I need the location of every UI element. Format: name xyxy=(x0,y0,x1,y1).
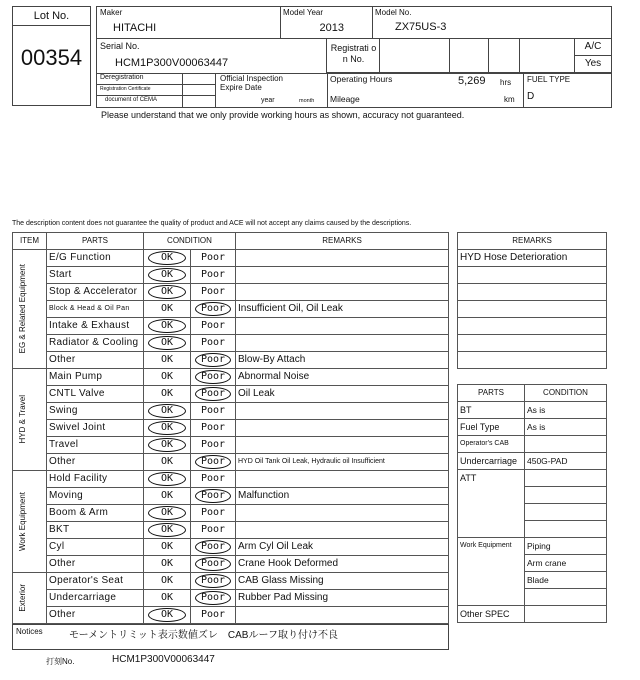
hrs-unit: hrs xyxy=(500,78,512,87)
serial-cell xyxy=(97,39,327,73)
table-row xyxy=(13,573,449,590)
poor-option xyxy=(191,573,236,590)
reg-cert-label: Registration Certificate xyxy=(100,86,151,92)
side-part-name: Fuel Type xyxy=(458,419,525,436)
table-row xyxy=(13,403,449,420)
part-name: Swing xyxy=(47,403,144,420)
registration-value-4 xyxy=(520,39,575,73)
poor-label: Poor xyxy=(200,592,226,603)
remark-cell: Arm Cyl Oil Leak xyxy=(236,539,449,556)
ok-option xyxy=(144,267,191,284)
side-part-name: Operator's CAB xyxy=(458,436,525,453)
side-remarks-row xyxy=(458,250,607,267)
table-row xyxy=(13,437,449,454)
remark-cell: Rubber Pad Missing xyxy=(236,590,449,607)
model-no-cell xyxy=(373,7,611,39)
remark-cell: Insufficient Oil, Oil Leak xyxy=(236,301,449,318)
table-row xyxy=(13,420,449,437)
part-name: Moving xyxy=(47,488,144,505)
poor-option xyxy=(191,301,236,318)
side-parts-row xyxy=(458,538,607,555)
year-label: year xyxy=(261,97,275,104)
side-remark-cell xyxy=(458,335,607,352)
poor-option xyxy=(191,488,236,505)
poor-label: Poor xyxy=(200,405,226,416)
ok-label: OK xyxy=(160,558,174,569)
table-row xyxy=(13,267,449,284)
poor-option xyxy=(191,539,236,556)
part-name: Other xyxy=(47,556,144,573)
inspection-label-2: Expire Date xyxy=(220,83,262,92)
remark-cell xyxy=(236,471,449,488)
dereg-block xyxy=(97,73,327,107)
ok-option xyxy=(144,250,191,267)
part-name: Block & Head & Oil Pan xyxy=(47,301,144,318)
side-part-name: ATT xyxy=(458,470,525,538)
side-remark-cell xyxy=(458,318,607,335)
side-remarks-row xyxy=(458,284,607,301)
part-name: Other xyxy=(47,352,144,369)
table-row xyxy=(13,590,449,607)
item-header: ITEM xyxy=(13,233,47,250)
side-part-condition xyxy=(525,589,607,606)
table-row xyxy=(13,250,449,267)
remark-cell: CAB Glass Missing xyxy=(236,573,449,590)
remark-cell xyxy=(236,267,449,284)
side-part-condition: As is xyxy=(525,419,607,436)
side-part-condition: Blade xyxy=(525,572,607,589)
poor-option xyxy=(191,284,236,301)
poor-label: Poor xyxy=(200,337,226,348)
side-remark-cell xyxy=(458,284,607,301)
ok-option xyxy=(144,454,191,471)
side-remark-cell xyxy=(458,301,607,318)
operating-hours-cell xyxy=(327,73,524,107)
part-name: Main Pump xyxy=(47,369,144,386)
maker-cell xyxy=(97,7,281,39)
stamp-label: 打刻No. xyxy=(46,657,75,666)
inspection-label-1: Official Inspection xyxy=(220,74,283,83)
km-unit: km xyxy=(504,95,515,104)
ok-label: OK xyxy=(160,439,174,450)
part-name: Other xyxy=(47,607,144,624)
serial-value: HCM1P300V00063447 xyxy=(115,57,229,69)
ok-label: OK xyxy=(160,507,174,518)
item-group-label: HYD & Travel xyxy=(18,395,27,444)
serial-label: Serial No. xyxy=(100,41,140,51)
part-name: Hold Facility xyxy=(47,471,144,488)
side-part-condition: 450G-PAD xyxy=(525,453,607,470)
poor-label: Poor xyxy=(200,286,226,297)
poor-label: Poor xyxy=(200,371,226,382)
ok-label: OK xyxy=(160,320,174,331)
item-group-cell xyxy=(13,471,47,573)
poor-label: Poor xyxy=(200,541,226,552)
part-name: Boom & Arm xyxy=(47,505,144,522)
hours-note: Please understand that we only provide working hours as shown, accuracy not guaranteed. xyxy=(101,110,465,120)
side-part-condition xyxy=(525,470,607,487)
notices-text: モーメントリミット表示数値ズレ CABルーフ取り付け不良 xyxy=(69,630,338,641)
ok-label: OK xyxy=(160,303,174,314)
ok-label: OK xyxy=(160,456,174,467)
ok-option xyxy=(144,386,191,403)
poor-label: Poor xyxy=(200,354,226,365)
ac-label: A/C xyxy=(584,41,602,52)
part-name: Other xyxy=(47,454,144,471)
part-name: Travel xyxy=(47,437,144,454)
poor-option xyxy=(191,335,236,352)
side-part-condition: Piping xyxy=(525,538,607,555)
poor-label: Poor xyxy=(200,524,226,535)
registration-value-3 xyxy=(489,39,520,73)
part-name: Swivel Joint xyxy=(47,420,144,437)
side-parts-row xyxy=(458,606,607,623)
ok-label: OK xyxy=(160,575,174,586)
ok-label: OK xyxy=(160,252,174,263)
item-group-cell xyxy=(13,573,47,624)
side-remarks-row xyxy=(458,335,607,352)
table-row xyxy=(13,454,449,471)
side-part-condition xyxy=(525,487,607,504)
poor-label: Poor xyxy=(200,269,226,280)
ok-label: OK xyxy=(160,354,174,365)
part-name: E/G Function xyxy=(47,250,144,267)
poor-label: Poor xyxy=(200,609,226,620)
ok-option xyxy=(144,539,191,556)
poor-label: Poor xyxy=(200,252,226,263)
remark-cell xyxy=(236,505,449,522)
lot-label: Lot No. xyxy=(13,7,90,26)
part-name: Radiator & Cooling xyxy=(47,335,144,352)
condition-header: CONDITION xyxy=(144,233,236,250)
remark-cell: Abnormal Noise xyxy=(236,369,449,386)
remark-cell xyxy=(236,403,449,420)
side-part-name: BT xyxy=(458,402,525,419)
table-row xyxy=(13,335,449,352)
notices-label: Notices xyxy=(16,627,43,636)
table-row xyxy=(13,607,449,624)
remark-cell: HYD Oil Tank Oil Leak, Hydraulic oil Insufficient xyxy=(236,454,449,471)
side-parts-row xyxy=(458,470,607,487)
model-year-value: 2013 xyxy=(319,22,344,34)
poor-option xyxy=(191,386,236,403)
mileage-label: Mileage xyxy=(330,94,360,104)
month-label: month xyxy=(299,98,315,104)
part-name: CNTL Valve xyxy=(47,386,144,403)
ac-value-cell xyxy=(575,56,611,73)
poor-label: Poor xyxy=(200,490,226,501)
side-part-condition xyxy=(525,436,607,453)
ok-label: OK xyxy=(160,524,174,535)
ok-option xyxy=(144,352,191,369)
cema-label: document of CEMA xyxy=(105,97,158,103)
item-group-label: EG & Related Equipment xyxy=(18,264,27,354)
ok-label: OK xyxy=(160,473,174,484)
poor-option xyxy=(191,590,236,607)
poor-option xyxy=(191,454,236,471)
remark-cell xyxy=(236,522,449,539)
part-name: Operator's Seat xyxy=(47,573,144,590)
ok-label: OK xyxy=(160,337,174,348)
table-row xyxy=(13,386,449,403)
side-parts-row xyxy=(458,436,607,453)
side-parts-row xyxy=(458,402,607,419)
part-name: BKT xyxy=(47,522,144,539)
poor-option xyxy=(191,505,236,522)
ok-option xyxy=(144,318,191,335)
registration-label: Registrati on No. xyxy=(330,43,377,64)
ok-option xyxy=(144,335,191,352)
item-group-cell xyxy=(13,369,47,471)
poor-option xyxy=(191,607,236,624)
ok-option xyxy=(144,573,191,590)
remark-cell: Crane Hook Deformed xyxy=(236,556,449,573)
side-part-name: Undercarriage xyxy=(458,453,525,470)
table-row xyxy=(13,352,449,369)
fuel-type-cell xyxy=(524,73,611,107)
ok-option xyxy=(144,488,191,505)
poor-label: Poor xyxy=(200,439,226,450)
ok-label: OK xyxy=(160,490,174,501)
fuel-type-label: FUEL TYPE xyxy=(527,75,571,84)
table-row xyxy=(13,318,449,335)
table-row xyxy=(13,505,449,522)
ok-label: OK xyxy=(160,388,174,399)
remark-cell xyxy=(236,437,449,454)
side-remark-cell xyxy=(458,267,607,284)
side-parts-table xyxy=(457,384,607,623)
side-remarks-row xyxy=(458,301,607,318)
poor-label: Poor xyxy=(200,303,226,314)
remark-cell xyxy=(236,335,449,352)
side-parts-row xyxy=(458,419,607,436)
item-group-label: Exterior xyxy=(18,584,27,612)
part-name: Cyl xyxy=(47,539,144,556)
poor-label: Poor xyxy=(200,507,226,518)
ok-option xyxy=(144,369,191,386)
poor-option xyxy=(191,369,236,386)
model-year-label: Model Year xyxy=(283,8,324,17)
poor-label: Poor xyxy=(200,320,226,331)
ok-option xyxy=(144,590,191,607)
side-parts-row xyxy=(458,453,607,470)
ac-value: Yes xyxy=(584,58,602,69)
part-name: Intake & Exhaust xyxy=(47,318,144,335)
ok-option xyxy=(144,301,191,318)
poor-option xyxy=(191,403,236,420)
registration-label-cell xyxy=(327,39,380,73)
poor-label: Poor xyxy=(200,575,226,586)
registration-value-2 xyxy=(450,39,489,73)
ac-label-cell xyxy=(575,39,611,56)
part-name: Stop & Accelerator xyxy=(47,284,144,301)
part-name: Start xyxy=(47,267,144,284)
side-part-name: Work Equipment xyxy=(458,538,525,606)
lot-number: 00354 xyxy=(20,45,83,70)
remark-cell: Blow-By Attach xyxy=(236,352,449,369)
poor-option xyxy=(191,420,236,437)
side-parts-header: PARTS xyxy=(458,385,525,402)
side-part-condition: Arm crane xyxy=(525,555,607,572)
poor-option xyxy=(191,352,236,369)
fuel-type-value: D xyxy=(527,91,535,102)
remark-cell xyxy=(236,250,449,267)
remark-cell: Malfunction xyxy=(236,488,449,505)
remark-cell: Oil Leak xyxy=(236,386,449,403)
side-part-condition: As is xyxy=(525,402,607,419)
ok-option xyxy=(144,437,191,454)
ok-label: OK xyxy=(160,286,174,297)
parts-header: PARTS xyxy=(47,233,144,250)
side-remarks-table xyxy=(457,232,607,369)
side-remarks-row xyxy=(458,267,607,284)
remark-cell xyxy=(236,318,449,335)
model-year-cell xyxy=(281,7,373,39)
ok-label: OK xyxy=(160,371,174,382)
ok-option xyxy=(144,471,191,488)
ok-option xyxy=(144,607,191,624)
ok-option xyxy=(144,556,191,573)
stamp-value: HCM1P300V00063447 xyxy=(112,654,215,665)
ok-option xyxy=(144,505,191,522)
registration-value-1 xyxy=(380,39,450,73)
poor-label: Poor xyxy=(200,456,226,467)
ok-label: OK xyxy=(160,609,174,620)
poor-label: Poor xyxy=(200,388,226,399)
poor-label: Poor xyxy=(200,473,226,484)
poor-option xyxy=(191,522,236,539)
remark-cell xyxy=(236,607,449,624)
poor-option xyxy=(191,471,236,488)
model-no-label: Model No. xyxy=(375,8,412,17)
part-name: Undercarriage xyxy=(47,590,144,607)
disclaimer: The description content does not guarantee the quality of product and ACE will not accept any claims caused by the descriptions. xyxy=(12,220,412,227)
side-remarks-header: REMARKS xyxy=(458,233,607,250)
poor-option xyxy=(191,437,236,454)
poor-label: Poor xyxy=(200,422,226,433)
remark-cell xyxy=(236,284,449,301)
side-part-condition xyxy=(525,504,607,521)
table-row xyxy=(13,284,449,301)
ok-label: OK xyxy=(160,269,174,280)
ok-label: OK xyxy=(160,592,174,603)
poor-option xyxy=(191,250,236,267)
side-remarks-row xyxy=(458,318,607,335)
table-row xyxy=(13,471,449,488)
table-row xyxy=(13,539,449,556)
poor-option xyxy=(191,267,236,284)
maker-label: Maker xyxy=(100,8,123,17)
poor-label: Poor xyxy=(200,558,226,569)
notices-box xyxy=(12,624,449,650)
ok-label: OK xyxy=(160,541,174,552)
ok-option xyxy=(144,403,191,420)
remarks-header: REMARKS xyxy=(236,233,449,250)
item-group-cell xyxy=(13,250,47,369)
operating-hours-label: Operating Hours xyxy=(330,74,393,84)
ok-label: OK xyxy=(160,422,174,433)
table-row xyxy=(13,522,449,539)
maker-value: HITACHI xyxy=(113,22,157,34)
ok-option xyxy=(144,420,191,437)
side-remark-cell: HYD Hose Deterioration xyxy=(458,250,607,267)
table-row xyxy=(13,488,449,505)
operating-hours-value: 5,269 xyxy=(458,75,486,87)
side-part-name: Other SPEC xyxy=(458,606,525,623)
side-remarks-row xyxy=(458,352,607,369)
lot-box xyxy=(12,6,91,106)
side-remark-cell xyxy=(458,352,607,369)
ok-option xyxy=(144,284,191,301)
table-row xyxy=(13,301,449,318)
ok-option xyxy=(144,522,191,539)
poor-option xyxy=(191,318,236,335)
side-part-condition xyxy=(525,521,607,538)
dereg-label: Deregistration xyxy=(100,74,144,81)
remark-cell xyxy=(236,420,449,437)
table-row xyxy=(13,369,449,386)
condition-table xyxy=(12,232,449,624)
poor-option xyxy=(191,556,236,573)
side-part-condition xyxy=(525,606,607,623)
table-row xyxy=(13,556,449,573)
model-no-value: ZX75US-3 xyxy=(395,21,447,33)
ok-label: OK xyxy=(160,405,174,416)
header-panel xyxy=(96,6,612,108)
side-condition-header: CONDITION xyxy=(525,385,607,402)
item-group-label: Work Equipment xyxy=(18,492,27,551)
